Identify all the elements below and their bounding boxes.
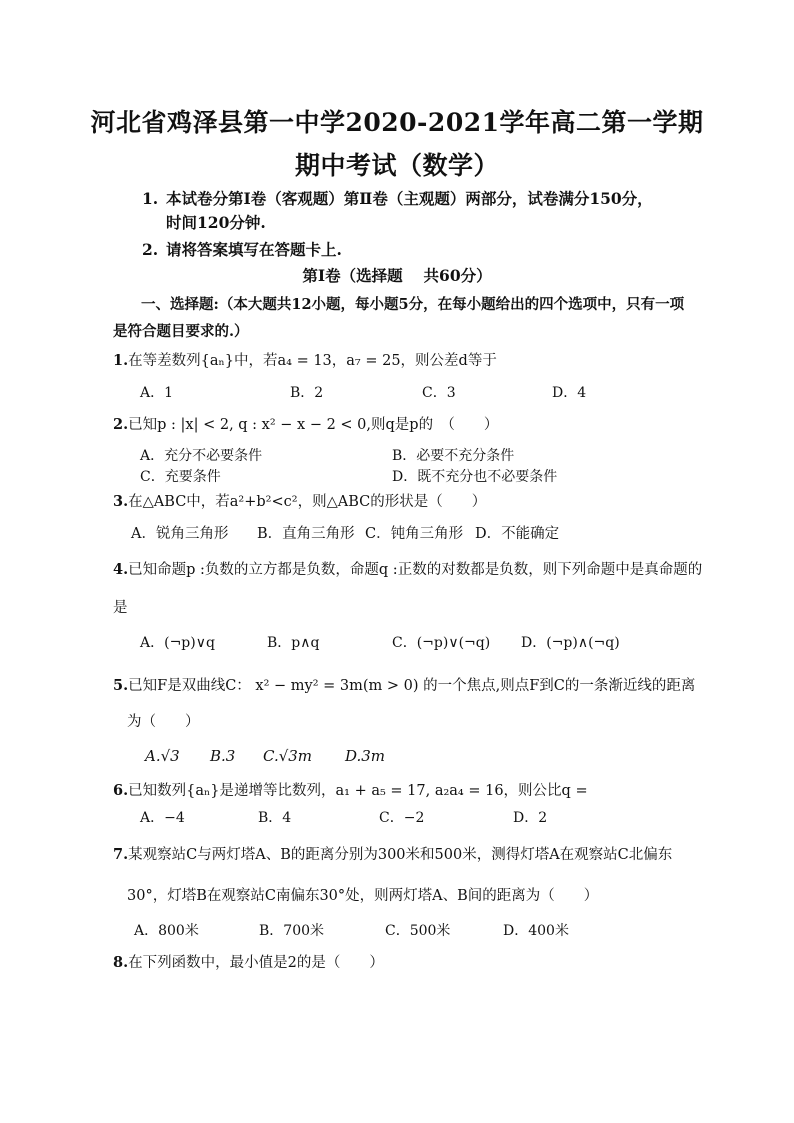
q3-option-c: C．钝角三角形 bbox=[365, 526, 464, 542]
q4-option-a: A．(¬p)∨q bbox=[140, 635, 215, 651]
note-2-text: 请将答案填写在答题卡上. bbox=[166, 240, 342, 259]
question-stem: 在△ABC中，若a²+b²<c²，则△ABC的形状是（ ） bbox=[128, 494, 487, 510]
q7-option-b: B．700米 bbox=[259, 923, 325, 939]
instruction-line2: 是符合题目要求的.） bbox=[113, 323, 249, 340]
question-number: 1. bbox=[113, 352, 129, 369]
exam-title-line2: 期中考试（数学） bbox=[294, 151, 499, 180]
q3-option-d: D．不能确定 bbox=[475, 526, 560, 542]
q4-option-d: D．(¬p)∧(¬q) bbox=[521, 635, 620, 651]
q7-option-c: C．500米 bbox=[385, 923, 451, 939]
q1-option-b: B．2 bbox=[290, 385, 324, 401]
q2-option-c: C．充要条件 bbox=[140, 469, 221, 485]
exam-title-line1: 河北省鸡泽县第一中学2020-2021学年高二第一学期 bbox=[90, 108, 704, 137]
question-4-cont: 是 bbox=[113, 600, 128, 616]
question-stem: 在等差数列{aₙ}中，若a₄ = 13，a₇ = 25，则公差d等于 bbox=[128, 353, 497, 369]
q6-option-a: A．−4 bbox=[140, 810, 185, 826]
question-1 bbox=[113, 349, 497, 370]
question-stem: 某观察站C与两灯塔A、B的距离分别为300米和500米，测得灯塔A在观察站C北偏东 bbox=[128, 847, 673, 863]
question-7-cont: 30°，灯塔B在观察站C南偏东30°处，则两灯塔A、B间的距离为（ ） bbox=[127, 888, 599, 904]
question-stem: 在下列函数中，最小值是2的是（ ） bbox=[128, 955, 384, 971]
q1-option-d: D．4 bbox=[552, 385, 587, 401]
q4-option-b: B．p∧q bbox=[267, 635, 320, 651]
question-number: 4. bbox=[113, 561, 129, 578]
question-5 bbox=[113, 674, 695, 695]
instructions bbox=[113, 291, 693, 345]
question-stem: 已知命题p :负数的立方都是负数，命题q :正数的对数都是负数，则下列命题中是真命题的 bbox=[128, 562, 703, 578]
question-number: 3. bbox=[113, 493, 129, 510]
q3-option-a: A．锐角三角形 bbox=[131, 526, 229, 542]
note-1-text-cont: 时间120分钟. bbox=[166, 213, 266, 232]
q2-option-d: D．既不充分也不必要条件 bbox=[392, 469, 558, 485]
q1-option-c: C．3 bbox=[422, 385, 456, 401]
question-stem: 已知F是双曲线C： x² − my² = 3m(m > 0) 的一个焦点,则点F到C的一条渐近线的距离 bbox=[128, 678, 696, 694]
note-1-text: 本试卷分第Ⅰ卷（客观题）第Ⅱ卷（主观题）两部分，试卷满分150分， bbox=[166, 189, 653, 208]
q6-option-b: B．4 bbox=[258, 810, 292, 826]
q5-option-c: C.√3m bbox=[263, 747, 313, 765]
q7-option-a: A．800米 bbox=[134, 923, 199, 939]
question-3 bbox=[113, 490, 486, 511]
q5-option-a: A.√3 bbox=[145, 747, 180, 765]
question-number: 6. bbox=[113, 782, 129, 799]
question-number: 7. bbox=[113, 846, 129, 863]
q4-option-c: C．(¬p)∨(¬q) bbox=[392, 635, 491, 651]
q2-option-a: A．充分不必要条件 bbox=[140, 448, 263, 464]
q5-option-b: B.3 bbox=[210, 747, 236, 765]
question-number: 2. bbox=[113, 416, 129, 433]
q1-option-a: A．1 bbox=[140, 385, 174, 401]
section-header: 第Ⅰ卷（选择题 共60分） bbox=[302, 266, 492, 285]
q2-option-b: B．必要不充分条件 bbox=[392, 448, 515, 464]
question-8 bbox=[113, 951, 384, 972]
question-7 bbox=[113, 843, 672, 864]
note-2-number: 2. bbox=[142, 240, 159, 259]
q3-option-b: B．直角三角形 bbox=[257, 526, 355, 542]
question-6 bbox=[113, 779, 588, 800]
instruction-line1: 一、选择题:（本大题共12小题，每小题5分，在每小题给出的四个选项中，只有一项 bbox=[141, 296, 685, 313]
q6-option-d: D．2 bbox=[513, 810, 548, 826]
question-stem: 已知p : |x| < 2, q : x² − x − 2 < 0,则q是p的 （ ） bbox=[128, 417, 499, 433]
question-4 bbox=[113, 558, 702, 579]
question-stem: 已知数列{aₙ}是递增等比数列，a₁ + a₅ = 17, a₂a₄ = 16，则公比q = bbox=[128, 783, 588, 799]
question-number: 5. bbox=[113, 677, 129, 694]
q7-option-d: D．400米 bbox=[503, 923, 569, 939]
question-2 bbox=[113, 413, 498, 434]
question-number: 8. bbox=[113, 954, 129, 971]
q6-option-c: C．−2 bbox=[379, 810, 425, 826]
q5-option-d: D.3m bbox=[345, 747, 386, 765]
question-5-cont: 为（ ） bbox=[127, 714, 200, 730]
note-1-number: 1. bbox=[142, 189, 159, 208]
